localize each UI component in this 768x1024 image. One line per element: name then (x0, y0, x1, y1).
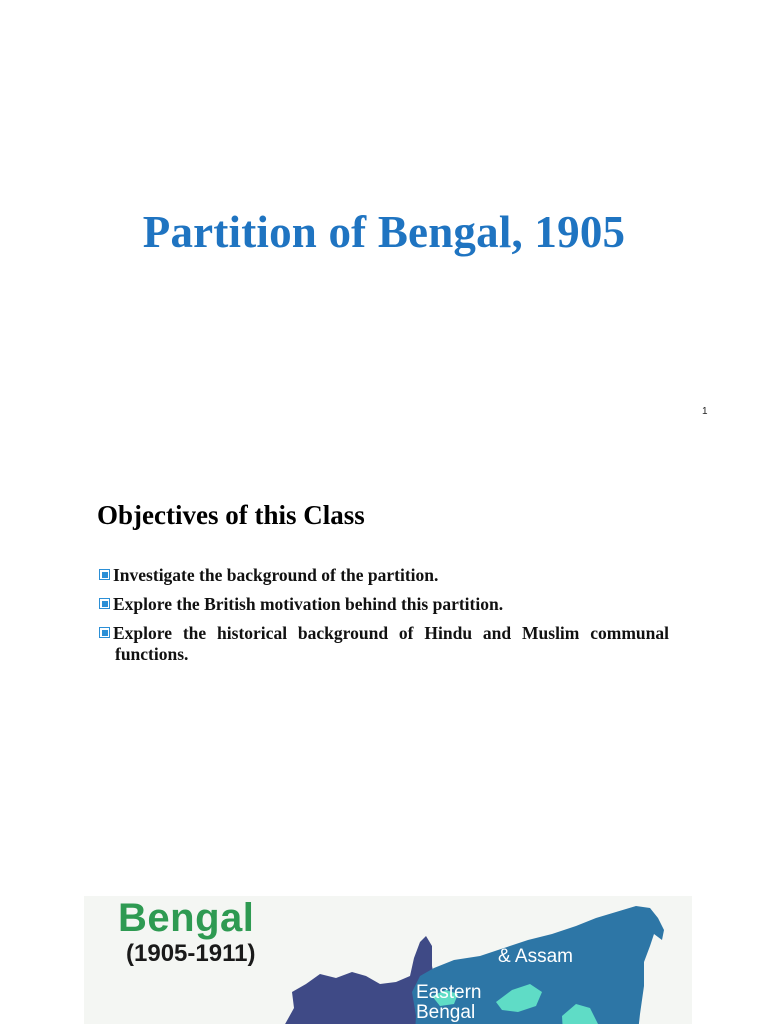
square-bullet-icon (99, 598, 110, 609)
objective-text: Explore the British motivation behind this partition. (113, 594, 504, 614)
title-slide (0, 0, 768, 440)
slide-title: Partition of Bengal, 1905 (142, 207, 626, 257)
square-bullet-icon (99, 627, 110, 638)
map-label-bengal: Bengal (416, 1002, 476, 1023)
bengal-map (84, 896, 692, 1024)
objectives-heading: Objectives of this Class (97, 500, 365, 530)
map-title: Bengal (118, 896, 255, 940)
map-label-eastern: Eastern (416, 982, 482, 1003)
map-years: (1905-1911) (126, 940, 256, 967)
map-slide (0, 870, 768, 1024)
map-label-assam: & Assam (498, 946, 573, 967)
objectives-list (99, 565, 669, 673)
objective-text: Investigate the background of the partition. (113, 565, 439, 585)
square-bullet-icon (99, 569, 110, 580)
objective-item (99, 623, 669, 665)
objectives-slide (0, 440, 768, 870)
objective-item (99, 594, 669, 615)
objective-item (99, 565, 669, 586)
page-number: 1 (702, 406, 708, 417)
objective-text: Explore the historical background of Hindu and Muslim communal functions. (113, 623, 669, 664)
